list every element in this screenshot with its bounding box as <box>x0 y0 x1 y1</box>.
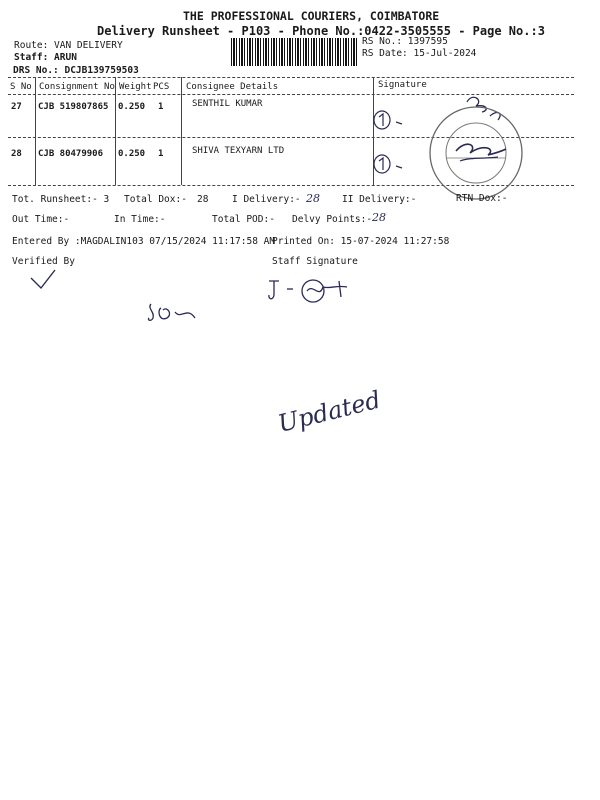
total-dox-label: Total Dox:- <box>124 194 187 205</box>
table-top-rule <box>8 77 574 78</box>
verified-signature-mark <box>25 266 65 296</box>
i-delivery-value: 28 <box>306 192 320 205</box>
col-header-pcs: PCS <box>153 82 170 92</box>
route-label: Route: VAN DELIVERY <box>14 40 123 51</box>
col-divider <box>35 77 36 185</box>
in-time-label: In Time:- <box>114 214 166 225</box>
row-consignee: SHIVA TEXYARN LTD <box>192 146 285 156</box>
row-consignment: CJB 80479906 <box>38 149 104 159</box>
col-header-consignee: Consignee Details <box>186 82 279 92</box>
scribble-signature-mark <box>145 298 220 328</box>
total-dox-value: 28 <box>197 194 209 205</box>
tot-runsheet: Tot. Runsheet:- 3 <box>12 194 110 205</box>
col-header-consignment: Consignment No <box>39 82 115 92</box>
ii-delivery-label: II Delivery:- <box>342 194 417 205</box>
row-pcs: 1 <box>158 102 164 112</box>
out-time-label: Out Time:- <box>12 214 70 225</box>
delvy-points-label: Delvy Points:- <box>292 214 373 225</box>
rtn-dox-label: RTN Dox:- <box>456 193 508 204</box>
handwritten-updated-note: Updated <box>275 385 384 438</box>
col-header-weight: Weight <box>119 82 152 92</box>
barcode <box>231 38 357 66</box>
i-delivery-label: I Delivery:- <box>232 194 301 205</box>
staff-signature-mark <box>265 275 365 310</box>
entered-by: Entered By :MAGDALIN103 07/15/2024 11:17:58 AM <box>12 236 276 247</box>
col-header-signature: Signature <box>378 80 427 90</box>
row-sno: 27 <box>11 102 22 112</box>
runsheet-title: Delivery Runsheet - P103 - Phone No.:0422-3505555 - Page No.:3 <box>97 24 545 38</box>
delvy-points-value: 28 <box>372 211 386 224</box>
printed-on: Printed On: 15-07-2024 11:27:58 <box>272 236 450 247</box>
row-consignee: SENTHIL KUMAR <box>192 99 263 109</box>
table-header-rule <box>8 94 574 95</box>
row-weight: 0.250 <box>118 149 146 159</box>
row-signature-mark <box>372 150 432 180</box>
row-weight: 0.250 <box>118 102 146 112</box>
rs-date: RS Date: 15-Jul-2024 <box>362 48 477 59</box>
drs-number: DRS No.: DCJB139759503 <box>13 65 139 76</box>
col-divider <box>115 77 116 185</box>
col-divider <box>181 77 182 185</box>
row-consignment: CJB 519807865 <box>38 102 109 112</box>
col-header-sno: S No <box>10 82 32 92</box>
row-sno: 28 <box>11 149 22 159</box>
company-stamp <box>426 103 526 203</box>
staff-signature-label: Staff Signature <box>272 256 358 267</box>
verified-by-label: Verified By <box>12 256 75 267</box>
total-pod-label: Total POD:- <box>212 214 275 225</box>
company-title: THE PROFESSIONAL COURIERS, COIMBATORE <box>183 9 440 23</box>
row-pcs: 1 <box>158 149 164 159</box>
staff-label: Staff: ARUN <box>14 52 77 63</box>
rs-number: RS No.: 1397595 <box>362 36 448 47</box>
